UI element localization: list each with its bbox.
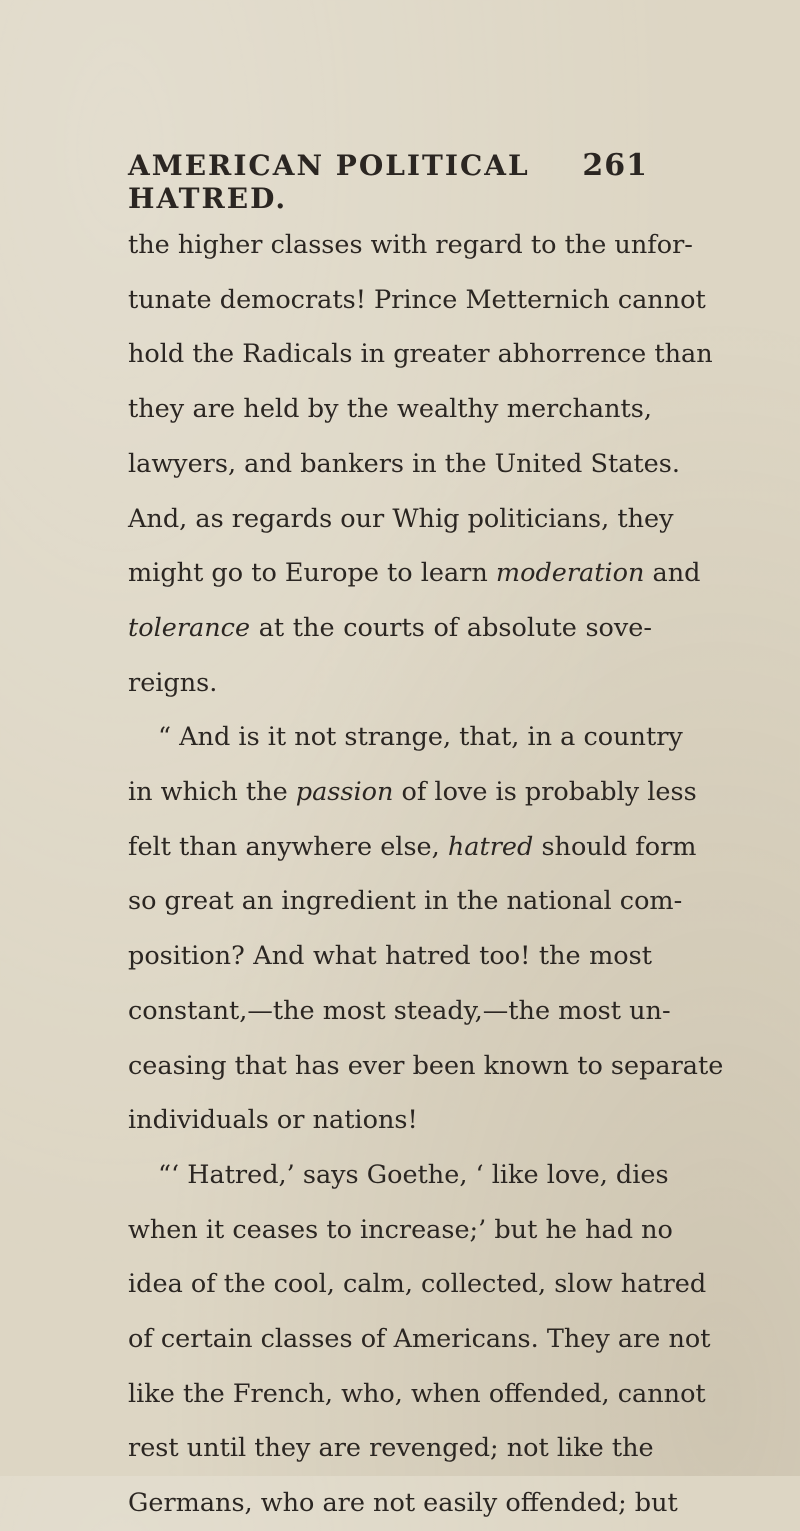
- text-line: Germans, who are not easily offended; but: [128, 1488, 678, 1519]
- running-head: AMERICAN POLITICAL HATRED.: [128, 149, 530, 215]
- page-header: [128, 148, 648, 215]
- text-line: tolerance at the courts of absolute sove-: [128, 612, 652, 643]
- text-line: reigns.: [128, 667, 218, 698]
- text-line: they are held by the wealthy merchants,: [128, 394, 652, 425]
- text-line: rest until they are revenged; not like the: [128, 1433, 654, 1464]
- text-line: ceasing that has ever been known to separate: [128, 1050, 724, 1081]
- text-line: might go to Europe to learn moderation and: [128, 558, 701, 589]
- text-line: so great an ingredient in the national com-: [128, 886, 683, 917]
- italic-word: moderation: [495, 558, 645, 589]
- text-line: position? And what hatred too! the most: [128, 941, 652, 972]
- text-line: “‘ Hatred,’ says Goethe, ‘ like love, dies: [158, 1159, 669, 1190]
- text-line: hold the Radicals in greater abhorrence than: [128, 339, 713, 370]
- text-line: And, as regards our Whig politicians, they: [128, 503, 674, 534]
- text-line: when it ceases to increase;’ but he had no: [128, 1214, 673, 1245]
- text-line: like the French, who, when offended, cannot: [128, 1378, 706, 1409]
- text-line: in which the passion of love is probably less: [128, 777, 697, 808]
- page-number: 261: [582, 148, 648, 183]
- italic-word: tolerance: [128, 612, 251, 643]
- text-line: tunate democrats! Prince Metternich cannot: [128, 284, 706, 315]
- text-line: individuals or nations!: [128, 1105, 418, 1136]
- text-line: lawyers, and bankers in the United States.: [128, 448, 680, 479]
- text-line: “ And is it not strange, that, in a country: [158, 722, 683, 753]
- text-line: idea of the cool, calm, collected, slow hatred: [128, 1269, 707, 1300]
- italic-word: hatred: [447, 831, 534, 862]
- italic-word: passion: [295, 777, 394, 808]
- text-line: the higher classes with regard to the unfor-: [128, 230, 693, 260]
- text-line: felt than anywhere else, hatred should form: [128, 831, 697, 862]
- body-text: [128, 218, 724, 1531]
- text-line: of certain classes of Americans. They are not: [128, 1324, 711, 1355]
- text-line: constant,—the most steady,—the most un-: [128, 995, 671, 1026]
